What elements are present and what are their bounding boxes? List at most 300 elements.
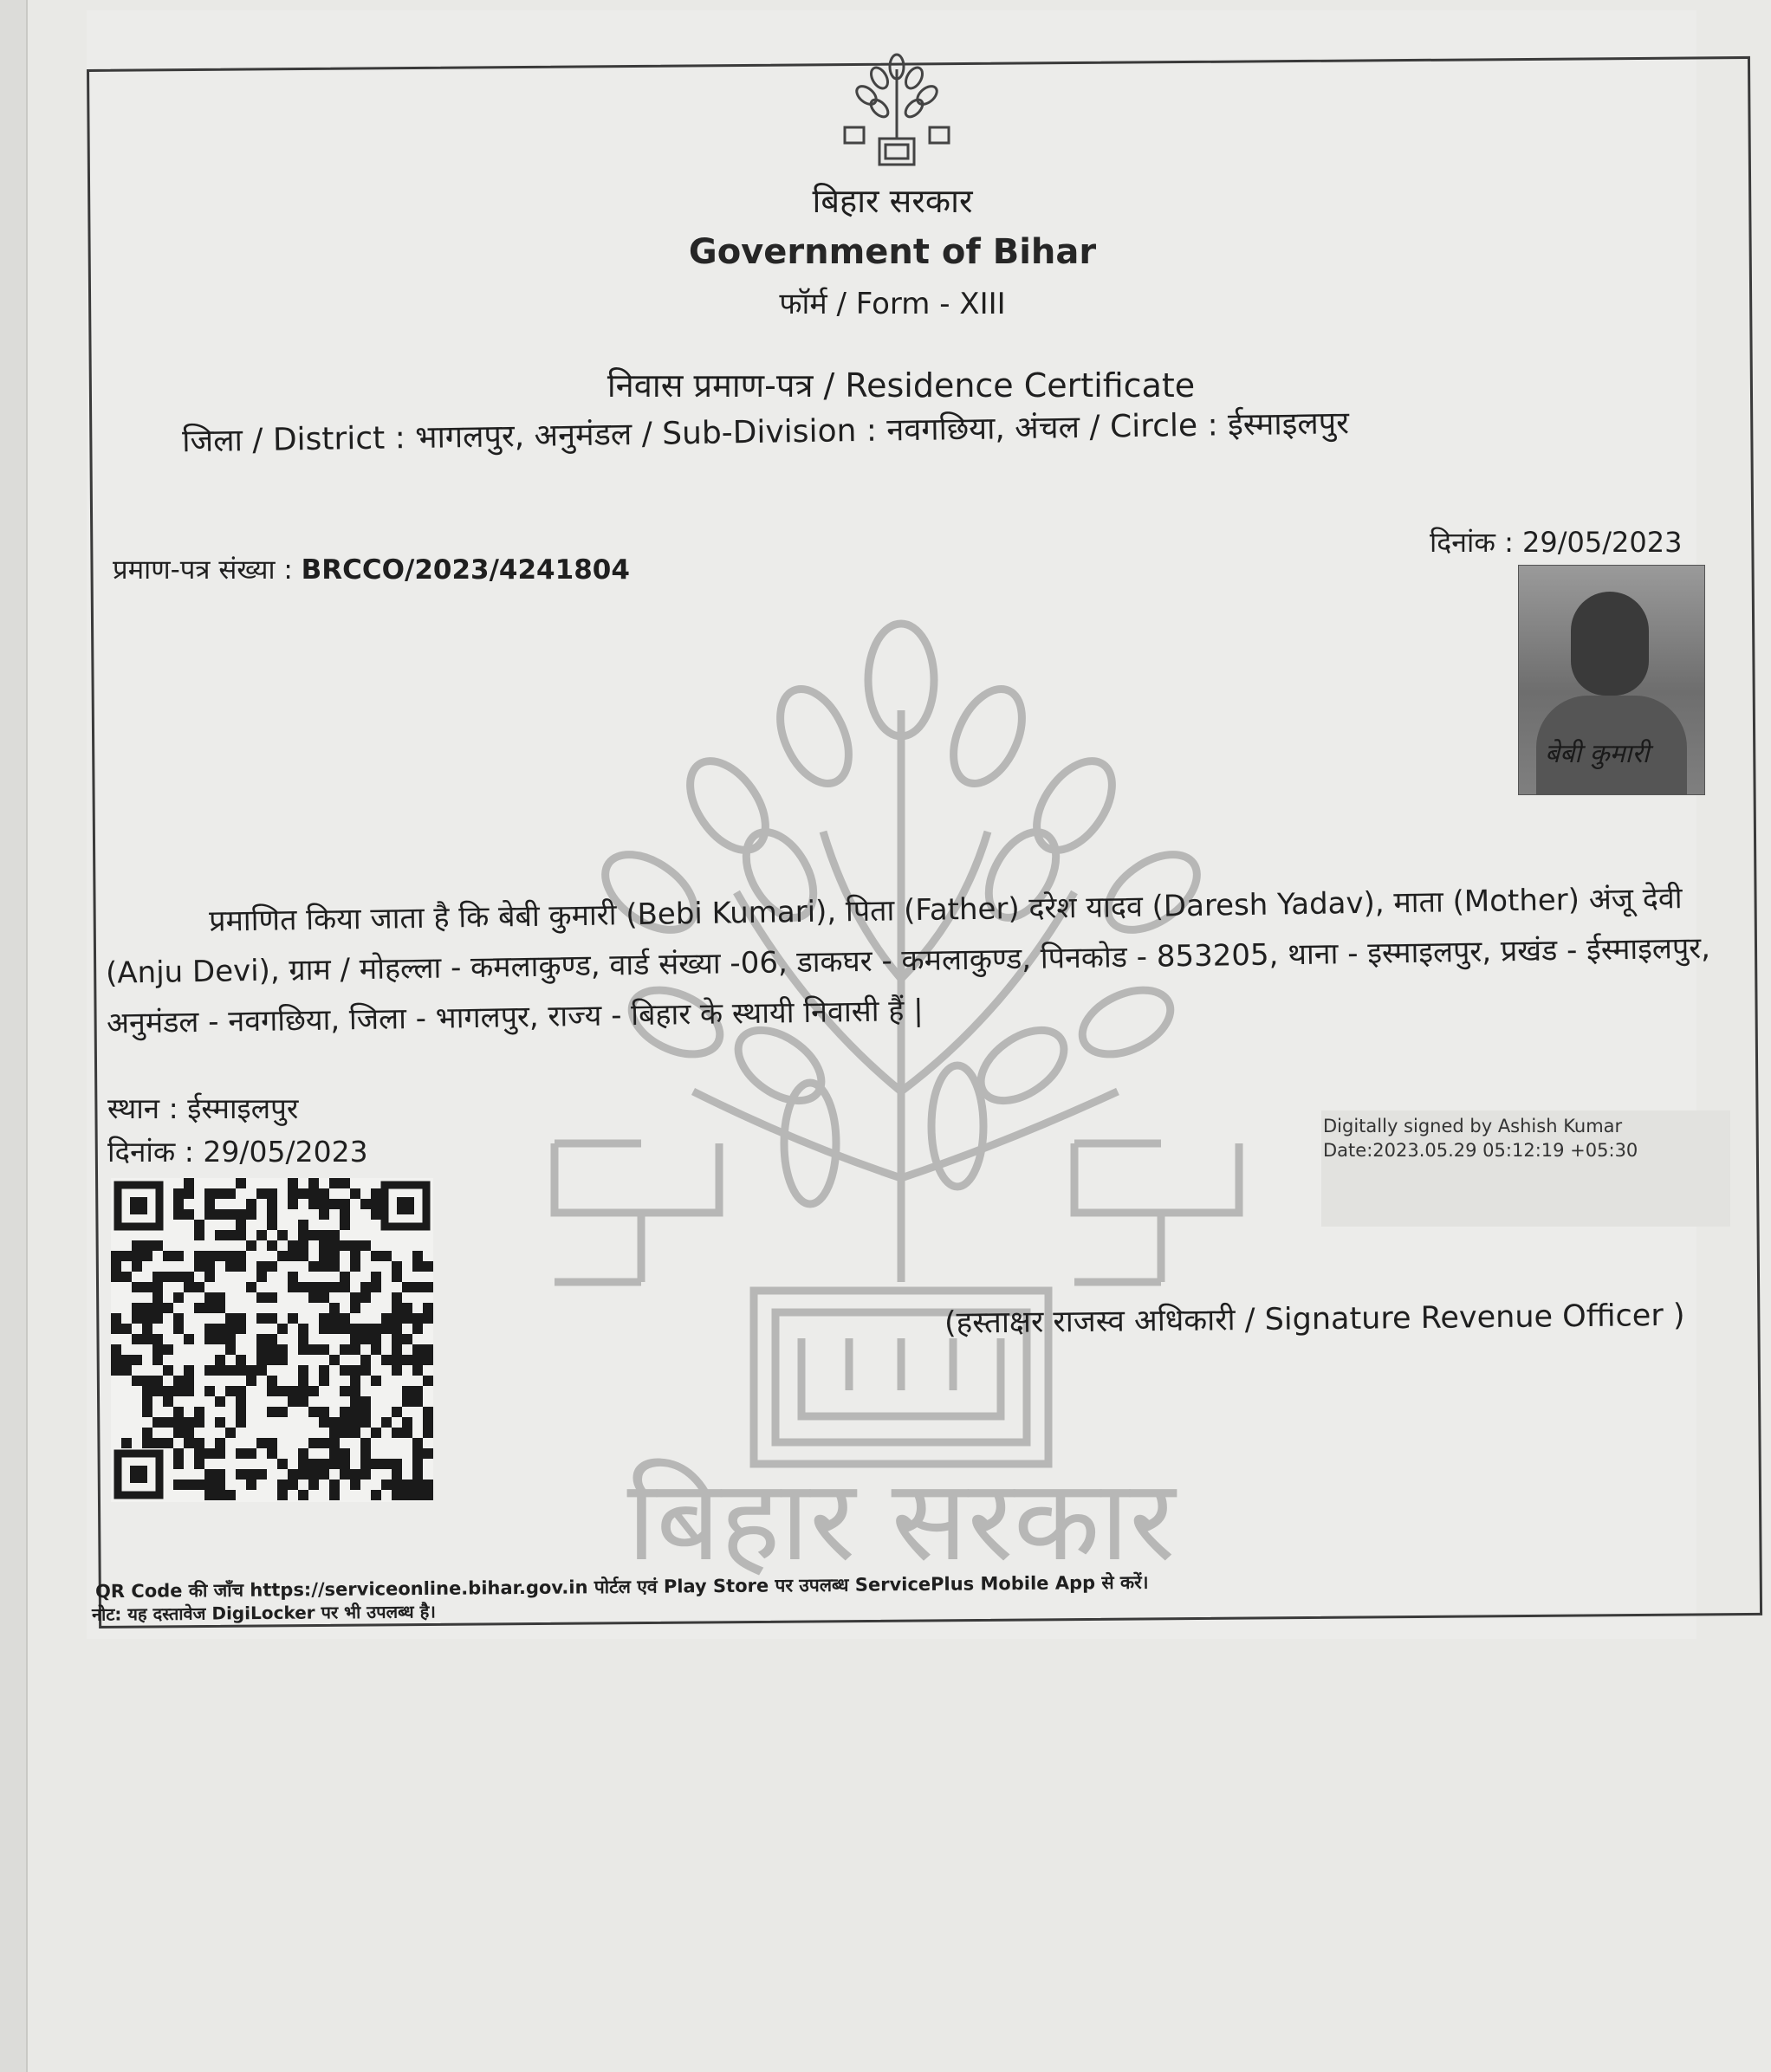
qr-module — [111, 1313, 121, 1324]
qr-module — [350, 1292, 360, 1303]
qr-module — [319, 1407, 329, 1417]
qr-module — [423, 1428, 433, 1438]
qr-module — [142, 1376, 152, 1386]
qr-module — [319, 1459, 329, 1469]
qr-module — [371, 1188, 381, 1199]
qr-module — [142, 1282, 152, 1292]
qr-module — [194, 1230, 204, 1240]
qr-module — [298, 1324, 308, 1334]
qr-module — [277, 1459, 288, 1469]
qr-module — [267, 1209, 277, 1220]
qr-module — [267, 1344, 277, 1355]
qr-module — [204, 1209, 215, 1220]
qr-module — [225, 1365, 236, 1376]
qr-module — [298, 1251, 308, 1261]
qr-module — [308, 1407, 319, 1417]
qr-module — [225, 1428, 236, 1438]
qr-module — [132, 1251, 142, 1261]
qr-module — [204, 1261, 215, 1272]
qr-module — [308, 1178, 319, 1188]
qr-module — [246, 1365, 256, 1376]
qr-module — [423, 1480, 433, 1490]
qr-module — [277, 1251, 288, 1261]
qr-module — [256, 1261, 267, 1272]
qr-module — [267, 1448, 277, 1459]
qr-module — [121, 1251, 132, 1261]
qr-module — [350, 1365, 360, 1376]
qr-module — [246, 1199, 256, 1209]
qr-module — [132, 1240, 142, 1251]
qr-module — [319, 1438, 329, 1448]
qr-module — [184, 1334, 194, 1344]
qr-module — [236, 1324, 246, 1334]
qr-module — [204, 1480, 215, 1490]
qr-module — [371, 1428, 381, 1438]
qr-module — [371, 1209, 381, 1220]
qr-module — [194, 1282, 204, 1292]
qr-module — [350, 1396, 360, 1407]
qr-module — [121, 1438, 132, 1448]
qr-module — [350, 1303, 360, 1313]
qr-module — [111, 1355, 121, 1365]
header-title-english: Government of Bihar — [688, 232, 1097, 272]
form-number: फॉर्म / Form - XIII — [779, 287, 1006, 321]
qr-module — [350, 1386, 360, 1396]
qr-module — [298, 1376, 308, 1386]
qr-module — [350, 1376, 360, 1386]
qr-module — [204, 1292, 215, 1303]
qr-module — [392, 1261, 402, 1272]
qr-module — [173, 1292, 184, 1303]
qr-module — [308, 1230, 319, 1240]
qr-module — [277, 1324, 288, 1334]
qr-module — [329, 1282, 340, 1292]
qr-module — [173, 1272, 184, 1282]
bihar-emblem-icon — [832, 48, 962, 178]
qr-module — [298, 1188, 308, 1199]
qr-module — [236, 1178, 246, 1188]
qr-module — [215, 1334, 225, 1344]
qr-module — [194, 1261, 204, 1272]
qr-module — [371, 1344, 381, 1355]
qr-module — [121, 1355, 132, 1365]
qr-module — [194, 1459, 204, 1469]
qr-module — [173, 1407, 184, 1417]
qr-module — [412, 1448, 423, 1459]
qr-module — [267, 1199, 277, 1209]
qr-module — [308, 1199, 319, 1209]
qr-module — [184, 1188, 194, 1199]
qr-module — [215, 1355, 225, 1365]
qr-module — [412, 1438, 423, 1448]
qr-module — [288, 1282, 298, 1292]
qr-module — [256, 1355, 267, 1365]
qr-module — [184, 1386, 194, 1396]
qr-module — [225, 1313, 236, 1324]
qr-module — [319, 1251, 329, 1261]
qr-module — [340, 1459, 350, 1469]
qr-module — [288, 1396, 298, 1407]
qr-module — [319, 1209, 329, 1220]
qr-module — [184, 1365, 194, 1376]
qr-module — [236, 1448, 246, 1459]
qr-module — [319, 1188, 329, 1199]
qr-module — [204, 1386, 215, 1396]
qr-module — [173, 1313, 184, 1324]
qr-module — [308, 1261, 319, 1272]
qr-module — [371, 1251, 381, 1261]
qr-module — [152, 1313, 163, 1324]
qr-module — [173, 1376, 184, 1386]
qr-module — [256, 1344, 267, 1355]
qr-module — [163, 1344, 173, 1355]
qr-module — [423, 1417, 433, 1428]
qr-module — [184, 1272, 194, 1282]
qr-module — [423, 1344, 433, 1355]
qr-module — [204, 1251, 215, 1261]
qr-module — [381, 1313, 392, 1324]
qr-module — [256, 1469, 267, 1480]
qr-module — [288, 1272, 298, 1282]
qr-module — [111, 1272, 121, 1282]
qr-module — [340, 1386, 350, 1396]
footer-qr-note: QR Code की जाँच https://serviceonline.bihar.gov.in पोर्टल एवं Play Store पर उपलब्ध ServicePlus Mobile App से करें। — [94, 1571, 1149, 1603]
qr-module — [340, 1220, 350, 1230]
qr-module — [132, 1313, 142, 1324]
qr-module — [163, 1396, 173, 1407]
qr-module — [152, 1334, 163, 1344]
qr-module — [152, 1344, 163, 1355]
qr-module — [329, 1178, 340, 1188]
qr-module — [184, 1480, 194, 1490]
certificate-number-label: प्रमाण-पत्र संख्या : — [113, 554, 293, 586]
qr-module — [215, 1438, 225, 1448]
qr-module — [360, 1334, 371, 1344]
qr-module — [184, 1438, 194, 1448]
qr-module — [360, 1355, 371, 1365]
qr-module — [142, 1386, 152, 1396]
qr-module — [194, 1407, 204, 1417]
qr-module — [236, 1355, 246, 1365]
qr-module — [163, 1417, 173, 1428]
qr-module — [412, 1251, 423, 1261]
qr-module — [402, 1417, 412, 1428]
qr-module — [152, 1355, 163, 1365]
qr-module — [371, 1459, 381, 1469]
qr-module — [340, 1344, 350, 1355]
qr-module — [184, 1376, 194, 1386]
qr-module — [412, 1324, 423, 1334]
qr-module — [288, 1178, 298, 1188]
qr-module — [288, 1480, 298, 1490]
qr-module — [392, 1469, 402, 1480]
qr-module — [392, 1344, 402, 1355]
qr-module — [173, 1251, 184, 1261]
qr-module — [412, 1344, 423, 1355]
qr-module — [329, 1428, 340, 1438]
qr-module — [184, 1209, 194, 1220]
qr-module — [142, 1313, 152, 1324]
qr-module — [298, 1230, 308, 1240]
qr-module — [111, 1344, 121, 1355]
qr-module — [225, 1188, 236, 1199]
qr-module — [392, 1313, 402, 1324]
qr-module — [142, 1407, 152, 1417]
qr-module — [246, 1376, 256, 1386]
qr-module — [329, 1240, 340, 1251]
qr-module — [267, 1313, 277, 1324]
qr-module — [204, 1324, 215, 1334]
qr-module — [152, 1303, 163, 1313]
qr-module — [371, 1282, 381, 1292]
certificate-number-value: BRCCO/2023/4241804 — [301, 554, 630, 586]
qr-code-icon[interactable] — [111, 1178, 433, 1502]
qr-module — [329, 1303, 340, 1313]
qr-module — [215, 1251, 225, 1261]
qr-module — [152, 1272, 163, 1282]
qr-module — [142, 1334, 152, 1344]
qr-module — [402, 1303, 412, 1313]
qr-module — [423, 1448, 433, 1459]
qr-module — [267, 1220, 277, 1230]
qr-module — [340, 1313, 350, 1324]
qr-module — [402, 1282, 412, 1292]
qr-module — [412, 1386, 423, 1396]
qr-module — [340, 1209, 350, 1220]
qr-module — [329, 1438, 340, 1448]
qr-module — [152, 1438, 163, 1448]
qr-module — [319, 1261, 329, 1272]
qr-module — [402, 1313, 412, 1324]
qr-module — [173, 1324, 184, 1334]
qr-module — [402, 1396, 412, 1407]
qr-module — [215, 1324, 225, 1334]
qr-module — [142, 1438, 152, 1448]
qr-module — [142, 1396, 152, 1407]
qr-module — [215, 1303, 225, 1313]
qr-module — [308, 1438, 319, 1448]
qr-module — [142, 1251, 152, 1261]
qr-module — [423, 1376, 433, 1386]
qr-module — [194, 1303, 204, 1313]
qr-module — [267, 1334, 277, 1344]
qr-module — [256, 1188, 267, 1199]
qr-module — [381, 1480, 392, 1490]
qr-module — [412, 1355, 423, 1365]
qr-module — [350, 1240, 360, 1251]
qr-module — [173, 1448, 184, 1459]
qr-module — [163, 1386, 173, 1396]
qr-module — [329, 1261, 340, 1272]
qr-module — [132, 1334, 142, 1344]
qr-module — [256, 1313, 267, 1324]
qr-module — [225, 1344, 236, 1355]
qr-module — [423, 1407, 433, 1417]
qr-module — [152, 1292, 163, 1303]
qr-module — [173, 1386, 184, 1396]
qr-module — [412, 1365, 423, 1376]
qr-module — [392, 1292, 402, 1303]
qr-module — [288, 1251, 298, 1261]
qr-module — [132, 1303, 142, 1313]
qr-module — [360, 1396, 371, 1407]
qr-module — [350, 1188, 360, 1199]
qr-module — [225, 1251, 236, 1261]
qr-module — [194, 1220, 204, 1230]
qr-module — [360, 1417, 371, 1428]
qr-module — [319, 1292, 329, 1303]
qr-module — [288, 1469, 298, 1480]
qr-module — [256, 1438, 267, 1448]
qr-module — [298, 1396, 308, 1407]
qr-module — [225, 1261, 236, 1272]
qr-module — [308, 1386, 319, 1396]
certificate-title: निवास प्रमाण-पत्र / Residence Certificate — [607, 366, 1196, 405]
qr-module — [246, 1282, 256, 1292]
qr-module — [340, 1324, 350, 1334]
qr-module — [256, 1230, 267, 1240]
qr-module — [308, 1480, 319, 1490]
qr-module — [308, 1188, 319, 1199]
qr-module — [423, 1355, 433, 1365]
issue-date-bottom: दिनांक : 29/05/2023 — [107, 1135, 368, 1169]
qr-module — [225, 1490, 236, 1500]
qr-module — [423, 1313, 433, 1324]
qr-module — [392, 1365, 402, 1376]
bihar-tree-watermark-icon — [520, 606, 1282, 1585]
qr-module — [111, 1251, 121, 1261]
qr-module — [173, 1199, 184, 1209]
qr-module — [360, 1324, 371, 1334]
qr-module — [381, 1459, 392, 1469]
qr-module — [267, 1376, 277, 1386]
qr-module — [152, 1240, 163, 1251]
qr-module — [319, 1313, 329, 1324]
qr-module — [163, 1303, 173, 1313]
qr-module — [277, 1407, 288, 1417]
qr-module — [350, 1261, 360, 1272]
qr-module — [340, 1178, 350, 1188]
qr-module — [371, 1334, 381, 1344]
qr-module — [152, 1417, 163, 1428]
qr-module — [412, 1282, 423, 1292]
qr-module — [371, 1199, 381, 1209]
qr-module — [340, 1272, 350, 1282]
qr-module — [402, 1490, 412, 1500]
qr-module — [298, 1220, 308, 1230]
qr-module — [163, 1272, 173, 1282]
qr-module — [194, 1480, 204, 1490]
qr-module — [173, 1417, 184, 1428]
qr-module — [132, 1376, 142, 1386]
qr-module — [277, 1230, 288, 1240]
qr-module — [225, 1386, 236, 1396]
qr-module — [381, 1324, 392, 1334]
qr-module — [288, 1240, 298, 1251]
qr-module — [308, 1282, 319, 1292]
qr-module — [412, 1490, 423, 1500]
qr-module — [204, 1199, 215, 1209]
qr-module — [173, 1188, 184, 1199]
digital-signature-box — [1321, 1110, 1730, 1227]
qr-module — [152, 1386, 163, 1396]
qr-module — [350, 1428, 360, 1438]
qr-module — [319, 1324, 329, 1334]
qr-module — [350, 1334, 360, 1344]
photo-signature: बेबी कुमारी — [1545, 739, 1650, 769]
issue-date-top: दिनांक : 29/05/2023 — [1430, 526, 1683, 559]
qr-module — [184, 1282, 194, 1292]
qr-module — [246, 1240, 256, 1251]
qr-module — [392, 1272, 402, 1282]
qr-module — [225, 1324, 236, 1334]
qr-module — [142, 1324, 152, 1334]
qr-module — [360, 1199, 371, 1209]
qr-module — [402, 1355, 412, 1365]
qr-module — [111, 1261, 121, 1272]
qr-module — [350, 1324, 360, 1334]
qr-module — [319, 1417, 329, 1428]
qr-module — [163, 1251, 173, 1261]
qr-module — [277, 1386, 288, 1396]
qr-module — [204, 1365, 215, 1376]
qr-module — [225, 1209, 236, 1220]
qr-module — [298, 1459, 308, 1469]
certificate-body: प्रमाणित किया जाता है कि बेबी कुमारी (Bebi Kumari), पिता (Father) दरेश यादव (Daresh Yadav), माता (Mother) अंजू देवी (Anju Devi), ग्राम / मोहल्ला - कमलाकुण्ड, वार्ड संख्या -06, डाकघर - कमलाकुण्ड, पिनकोड - 853205, थाना - इस्माइलपुर, प्रखंड - ईस्माइलपुर, अनुमंडल - नवगछिया, जिला - भागलपुर, राज्य - बिहार के स्थायी निवासी हैं | — [105, 881, 1711, 1041]
qr-module — [319, 1469, 329, 1480]
qr-module — [329, 1355, 340, 1365]
qr-module — [319, 1365, 329, 1376]
qr-module — [152, 1282, 163, 1292]
qr-module — [225, 1334, 236, 1344]
qr-module — [267, 1438, 277, 1448]
qr-module — [308, 1459, 319, 1469]
qr-module — [267, 1292, 277, 1303]
qr-module — [236, 1365, 246, 1376]
qr-module — [412, 1261, 423, 1272]
qr-module — [392, 1324, 402, 1334]
qr-module — [340, 1199, 350, 1209]
qr-module — [329, 1251, 340, 1261]
qr-module — [298, 1240, 308, 1251]
qr-module — [152, 1376, 163, 1386]
qr-module — [132, 1355, 142, 1365]
qr-module — [319, 1240, 329, 1251]
qr-module — [402, 1386, 412, 1396]
qr-module — [142, 1428, 152, 1438]
location-line: जिला / District : भागलपुर, अनुमंडल / Sub-Division : नवगछिया, अंचल / Circle : ईस्माइलपुर — [181, 405, 1350, 460]
qr-module — [340, 1428, 350, 1438]
qr-module — [298, 1365, 308, 1376]
qr-module — [360, 1459, 371, 1469]
qr-module — [236, 1251, 246, 1261]
qr-module — [215, 1469, 225, 1480]
qr-module — [121, 1365, 132, 1376]
digital-signature-date: Date:2023.05.29 05:12:19 +05:30 — [1323, 1140, 1638, 1161]
qr-module — [204, 1303, 215, 1313]
qr-module — [392, 1428, 402, 1438]
qr-module — [111, 1324, 121, 1334]
qr-module — [277, 1344, 288, 1355]
qr-module — [360, 1407, 371, 1417]
qr-module — [111, 1365, 121, 1376]
qr-module — [402, 1480, 412, 1490]
qr-module — [288, 1188, 298, 1199]
qr-module — [215, 1396, 225, 1407]
qr-module — [236, 1209, 246, 1220]
qr-module — [215, 1480, 225, 1490]
qr-module — [236, 1417, 246, 1428]
